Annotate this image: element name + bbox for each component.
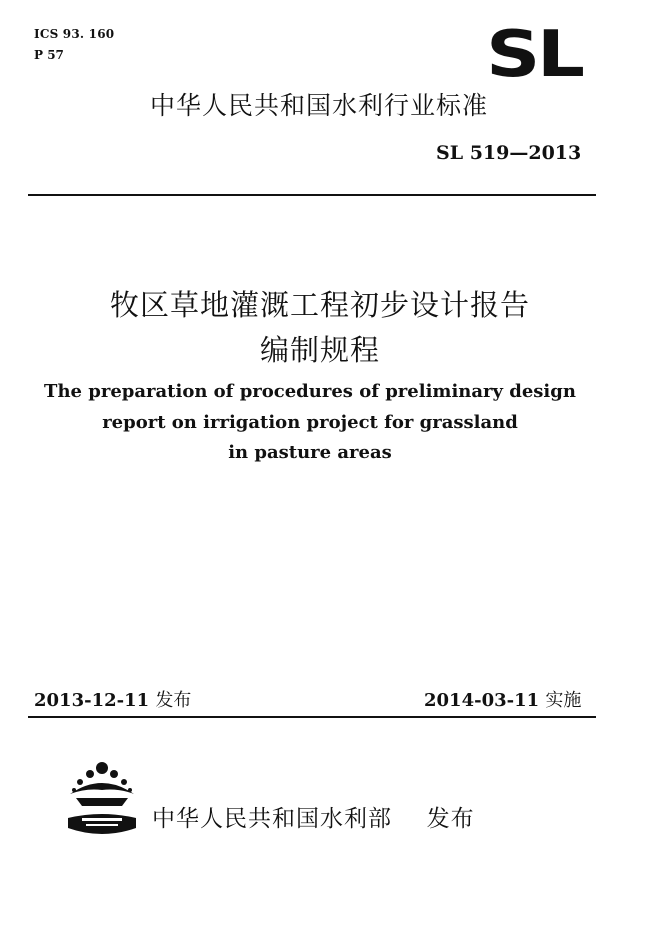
en-title-line-3: in pasture areas xyxy=(228,442,392,463)
top-divider xyxy=(28,194,596,196)
implement-date: 2014-03-11 xyxy=(424,690,540,711)
sl-logo: SL xyxy=(486,18,582,92)
standard-type: 中华人民共和国水利行业标准 xyxy=(150,91,489,120)
issue-date: 2013-12-11 xyxy=(34,690,150,711)
ics-code: ICS 93. 160 xyxy=(34,27,115,41)
issue-label: 发布 xyxy=(155,690,192,711)
standard-code: SL 519—2013 xyxy=(436,142,582,164)
en-title-line-1: The preparation of procedures of preliminary design xyxy=(44,381,576,402)
implement-date-block xyxy=(424,686,581,712)
ministry-emblem-icon xyxy=(60,754,144,846)
cn-title-line-2: 编制规程 xyxy=(259,333,380,367)
publish-label: 发布 xyxy=(426,806,475,832)
publisher-name: 中华人民共和国水利部 xyxy=(152,806,392,832)
en-title-line-2: report on irrigation project for grassland xyxy=(102,412,518,433)
bottom-divider xyxy=(28,716,596,718)
implement-label: 实施 xyxy=(545,690,582,711)
publisher-block xyxy=(152,800,475,833)
category-code: P 57 xyxy=(34,48,64,62)
cn-title-line-1: 牧区草地灌溉工程初步设计报告 xyxy=(109,288,530,322)
issue-date-block xyxy=(34,686,191,712)
